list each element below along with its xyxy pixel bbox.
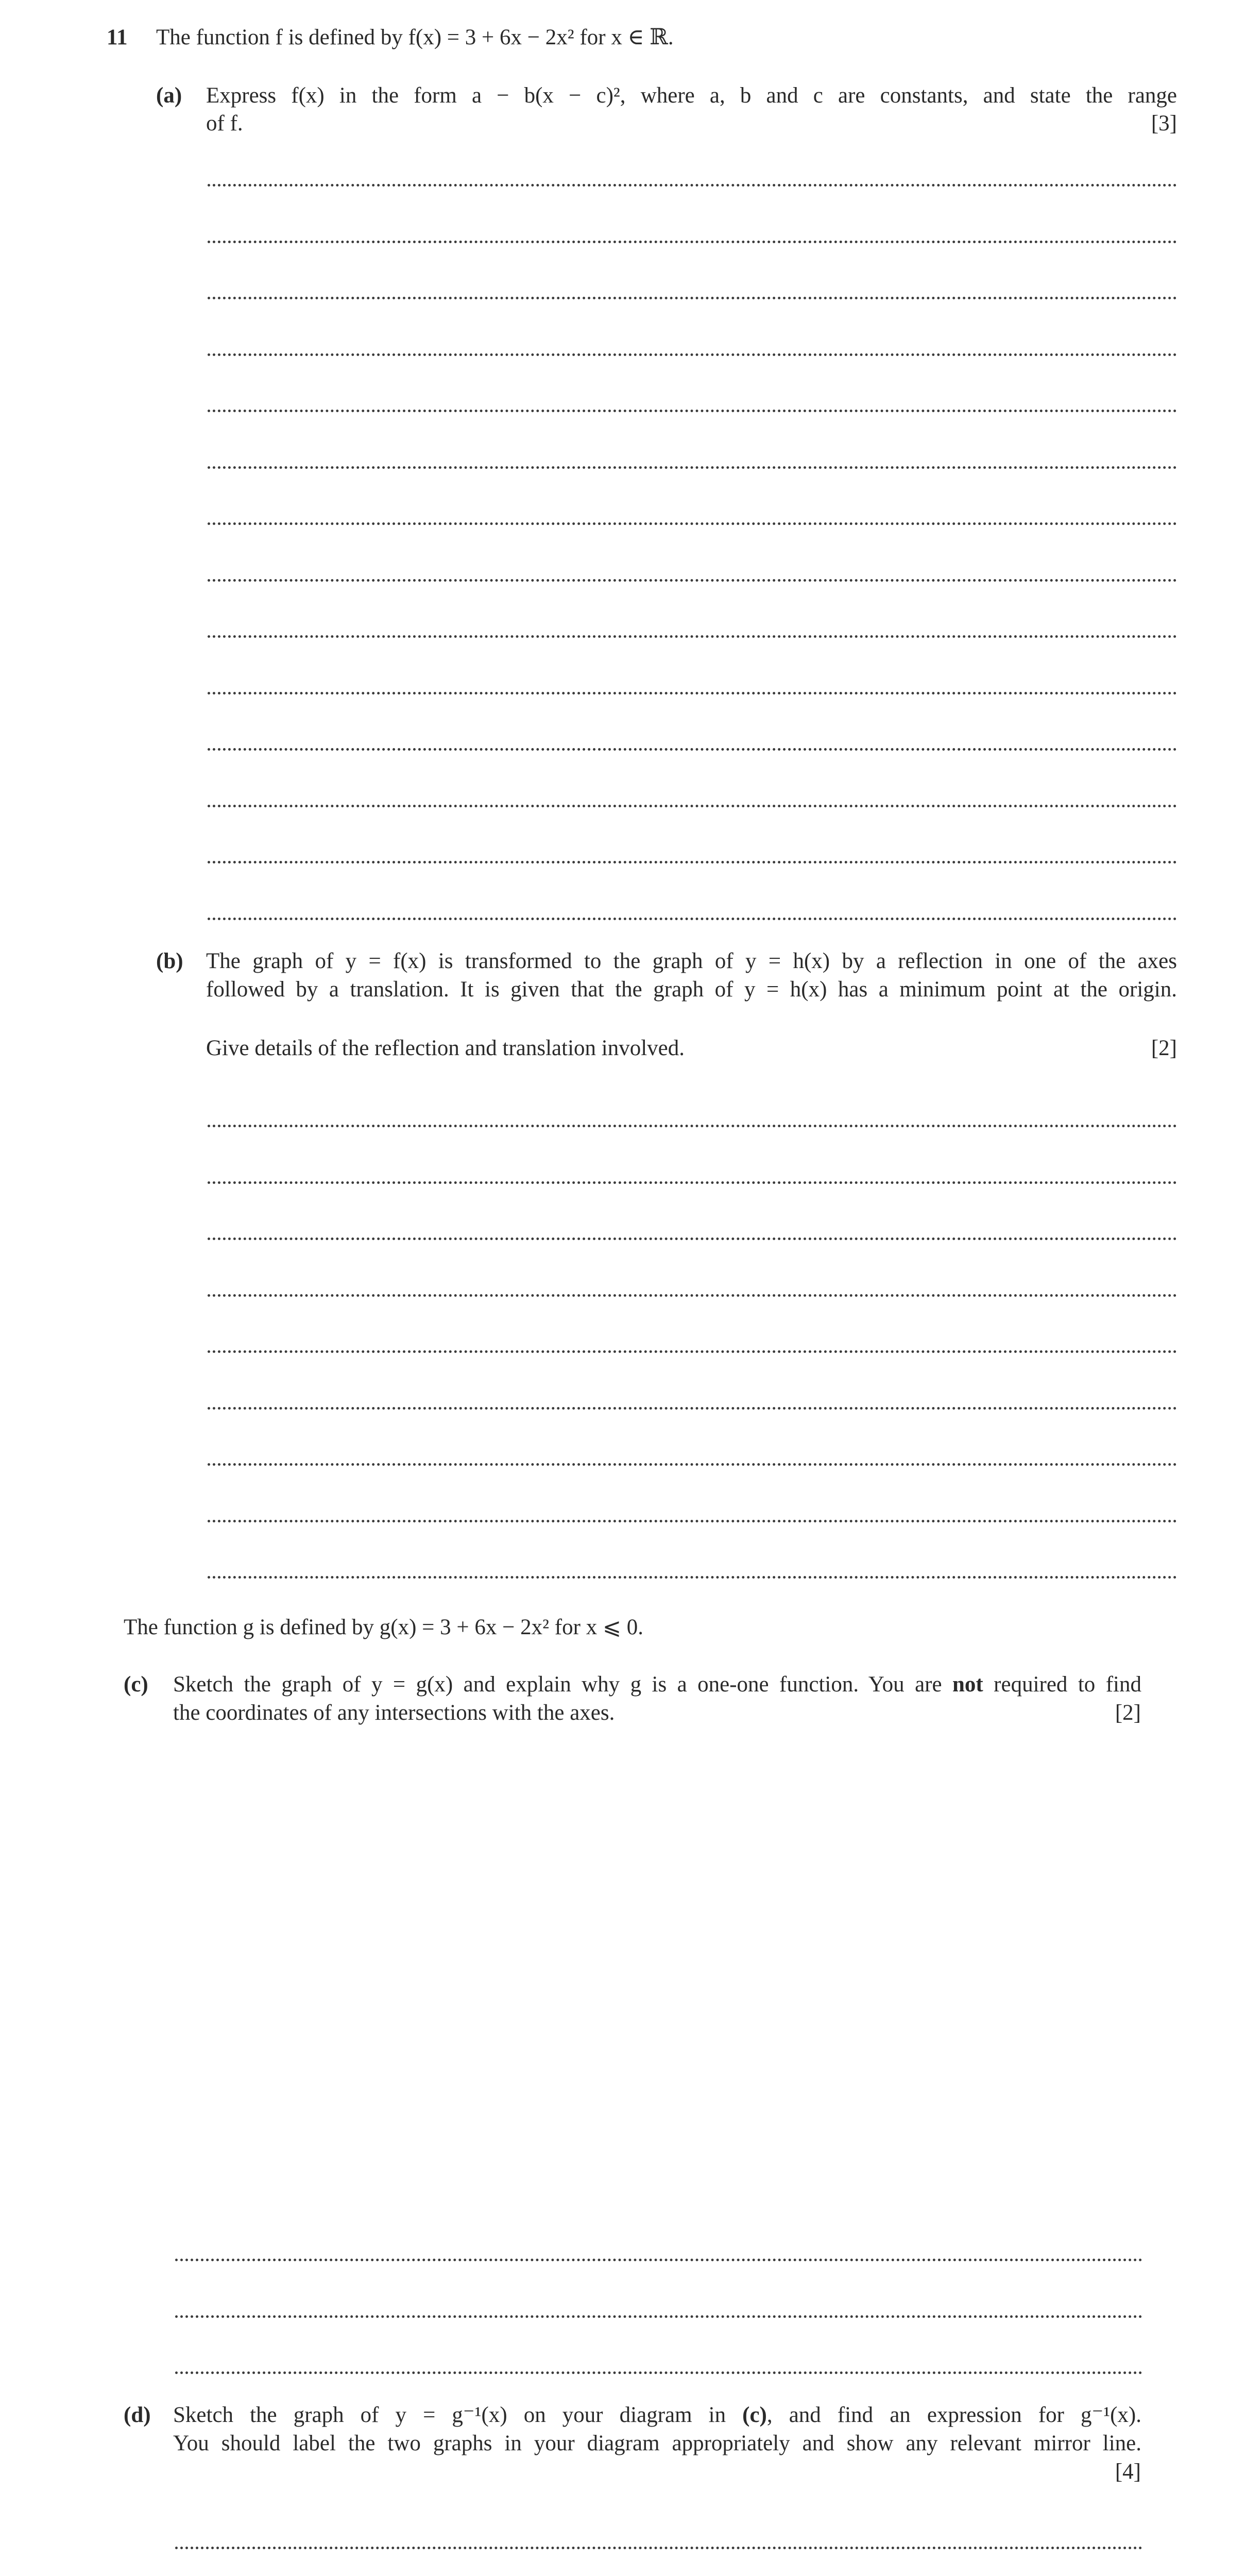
part-c-label: (c): [124, 1672, 148, 1697]
answer-line[interactable]: [175, 2259, 1142, 2261]
part-d-marks: [4]: [1115, 2460, 1141, 2484]
part-b-line2: followed by a translation. It is given that the graph of y = h(x) has a minimum point at the origin.: [206, 977, 1177, 1002]
part-c-line1-start: Sketch the graph of y = g(x) and explain why g is a one-one function. You are: [173, 1672, 942, 1697]
answer-line[interactable]: [208, 466, 1177, 469]
part-a-label: (a): [156, 83, 182, 108]
answer-line[interactable]: [208, 297, 1177, 299]
part-b-line1: The graph of y = f(x) is transformed to the graph of y = h(x) by a reflection in one of the axes: [206, 949, 1177, 973]
answer-line[interactable]: [208, 1125, 1177, 1127]
answer-line[interactable]: [208, 1294, 1177, 1297]
part-b-marks: [2]: [1151, 1036, 1177, 1060]
answer-line[interactable]: [208, 241, 1177, 243]
answer-line[interactable]: [208, 918, 1177, 920]
answer-line[interactable]: [208, 522, 1177, 525]
part-b-label: (b): [156, 949, 183, 973]
answer-line[interactable]: [208, 1463, 1177, 1466]
question-number: 11: [107, 25, 128, 49]
answer-line[interactable]: [208, 1576, 1177, 1579]
part-c-marks: [2]: [1115, 1701, 1141, 1725]
answer-line[interactable]: [208, 748, 1177, 751]
answer-line[interactable]: [208, 861, 1177, 863]
answer-line[interactable]: [208, 410, 1177, 412]
answer-line[interactable]: [208, 1407, 1177, 1410]
part-d-line1-end: , and find an expression for g⁻¹(x).: [766, 2403, 1141, 2427]
part-d-line2: You should label the two graphs in your diagram appropriately and show any relevant mirror line.: [173, 2431, 1141, 2455]
answer-line[interactable]: [175, 2315, 1142, 2318]
answer-line[interactable]: [208, 1181, 1177, 1184]
answer-line[interactable]: [208, 353, 1177, 356]
part-c-emphasis: not: [952, 1672, 983, 1697]
part-d-label: (d): [124, 2403, 151, 2427]
part-b-line3: Give details of the reflection and translation involved.: [206, 1036, 685, 1060]
part-d-line1-start: Sketch the graph of y = g⁻¹(x) on your diagram in: [173, 2403, 726, 2427]
answer-line[interactable]: [208, 635, 1177, 638]
g-definition: The function g is defined by g(x) = 3 + 6x − 2x² for x ⩽ 0.: [124, 1615, 643, 1639]
part-a-line1: Express f(x) in the form a − b(x − c)², where a, b and c are constants, and state the range: [206, 83, 1177, 108]
part-a-marks: [3]: [1151, 111, 1177, 135]
part-d-reference: (c): [742, 2403, 767, 2427]
answer-line[interactable]: [208, 805, 1177, 807]
question-intro: The function f is defined by f(x) = 3 + 6x − 2x² for x ∈ ℝ.: [156, 25, 674, 49]
answer-line[interactable]: [208, 184, 1177, 187]
answer-line[interactable]: [208, 692, 1177, 694]
answer-line[interactable]: [208, 1238, 1177, 1240]
part-d-line1: [173, 2401, 1141, 2429]
answer-line[interactable]: [208, 1520, 1177, 1522]
part-c-line2: the coordinates of any intersections with the axes.: [173, 1701, 615, 1725]
answer-line[interactable]: [208, 579, 1177, 582]
part-c-line1: [173, 1670, 1141, 1699]
answer-line[interactable]: [208, 1350, 1177, 1353]
part-c-line1-end: required to find: [994, 1672, 1141, 1697]
answer-line[interactable]: [175, 2371, 1142, 2374]
part-a-line2: of f.: [206, 111, 243, 135]
sketch-area[interactable]: [173, 1747, 1141, 2221]
answer-line[interactable]: [175, 2547, 1142, 2549]
